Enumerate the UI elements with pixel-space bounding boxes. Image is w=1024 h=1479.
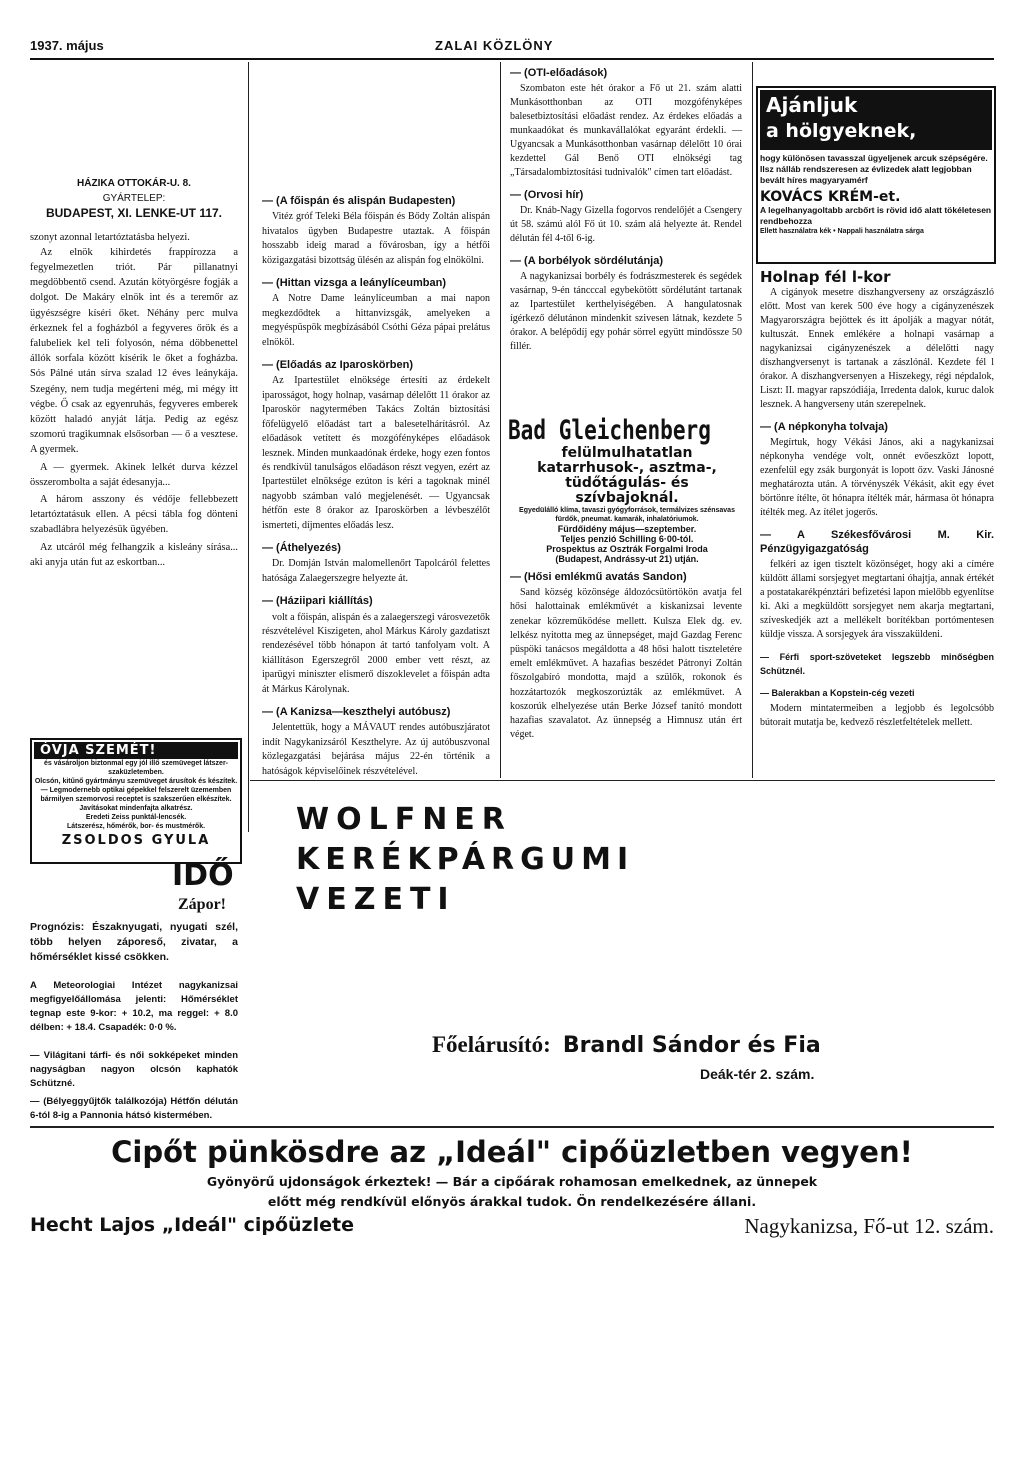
section-title: Holnap fél l-kor bbox=[760, 268, 891, 286]
kovacs-ad bbox=[756, 86, 996, 264]
section-text: Megírtuk, hogy Vékási János, aki a nagykanizsai népkonyha vendége volt, onnét evőeszközt lopott, ezenfelül egy zsák burgonyát is lopott őzv. Vaski Jánosné meghatározta után. A törvényszék Vékásit, akit egy évet börtönre ítélte, öt hónapra ítélték már, hármasa öt hónapra ítélték meg. Az ítélet jogerős. bbox=[760, 437, 994, 518]
spa-ad-prospect: Prospektus az Osztrák Forgalmi Iroda bbox=[546, 544, 708, 554]
section-title: — A Székesfővárosi M. Kir. Pénzügyigazgatóság bbox=[760, 529, 994, 555]
kovacs-ad-text: hogy különösen tavasszal ügyeljenek arcuk szépségére. Ilsz nálláb rendszeresen az évlizedek alatt legjobban bevált híres magyaryamérf bbox=[760, 153, 988, 185]
wolfner-line3: VEZETI bbox=[296, 882, 456, 917]
spa-ad-line: tüdőtágulás- és bbox=[565, 475, 689, 491]
spa-ad-address: (Budapest, Andrássy-ut 21) utján. bbox=[555, 554, 699, 564]
weather-title: IDŐ bbox=[172, 858, 234, 893]
section-title: — Balerakban a Kopstein-cég vezeti bbox=[760, 688, 915, 698]
weather-block bbox=[30, 920, 238, 1123]
column-divider bbox=[500, 62, 501, 778]
section-title: — (A népkonyha tolvaja) bbox=[760, 421, 888, 433]
kovacs-ad-brand: KOVÁCS KRÉM-et. bbox=[760, 189, 901, 205]
optician-ad-line: Látszerész, hőmérők, bor- és mustmérők. bbox=[66, 823, 206, 830]
section-title: — (Áthelyezés) bbox=[262, 541, 341, 554]
spa-ad-title: Bad Gleichenberg bbox=[508, 415, 711, 446]
factory-ad-line3: BUDAPEST, XI. LENKE-UT 117. bbox=[45, 206, 223, 221]
section-text: A cigányok mesetre diszhangverseny az országzászló előtt. Most van kerek 500 éve hogy a cigányzenészek Magyarországra bejöttek és itt ápolják a magyar nótát, kultuszát. Ennek emlékére a holnapi vasárnap a nagykanizsai cigányzenészek a délelőtti nagy díszhangversenyt is tartanak a zászlónál. Kezdete fél l órakor. A diszhangversenyen a Hiszekegy, régi népdalok, Liszt: II. magyar rapszódiája, Irredenta dalok, kuruc dalok lesznek. A hangverseny után szerepelnek. bbox=[760, 287, 994, 410]
column-divider bbox=[752, 62, 753, 778]
article-paragraph: A három asszony és védője fellebbezett letartóztatásuk ellen. A pécsi tábla fog dönteni szabadlábra helyezésük ügyében. bbox=[30, 494, 238, 536]
section-text: Dr. Domján István malomellenőrt Tapolcáról felettes hatósága Zalaegerszegre helyezte át. bbox=[262, 558, 490, 584]
section-text: Dr. Knáb-Nagy Gizella fogorvos rendelőjét a Csengery út 58. számú alól Fő út 10. szám alá helyezte át. Rendel délután fél 4-től 6-ig. bbox=[510, 205, 742, 244]
wolfner-name: Brandl Sándor és Fia bbox=[562, 1033, 821, 1058]
bottom-headline: Cipőt pünkösdre az „Ideál" cipőüzletben vegyen! bbox=[111, 1135, 913, 1169]
section-title: — (Orvosi hír) bbox=[510, 189, 584, 201]
column-3-lower bbox=[510, 570, 742, 744]
kovacs-ad-title: Ajánljuk bbox=[766, 93, 858, 117]
optician-ad bbox=[30, 738, 242, 864]
column-3 bbox=[510, 66, 742, 356]
article-paragraph: A — gyermek. Akinek lelkét durva kézzel összerombolta a saját édesanyja... bbox=[30, 461, 238, 488]
section-text: Szombaton este hét órakor a Fő ut 21. szám alatti Munkásotthonban az OTI mozgófényképes balesetbiztosítási előadást rendez. Az érdekes előadás a munkaadókat és munkavállalókat egyaránt érdekli. — Ugyancsak a Munkásotthonban vasárnap délelőtt 10 órai kezdettel Gál Benő OTI elnökségi tag „Társadalombiztosítási tudnivalók" címen tart előadást. bbox=[510, 83, 742, 178]
section-title: — (Hittan vizsga a leánylíceumban) bbox=[262, 277, 446, 290]
factory-ad-line1: HÁZIKA OTTOKÁR-U. 8. bbox=[77, 178, 191, 189]
header-title: ZALAI KÖZLÖNY bbox=[435, 38, 554, 53]
bottom-sign bbox=[30, 1214, 994, 1246]
weather-report: A Meteorologiai Intézet nagykanizsai megfigyelőállomása jelenti: Hőmérséklet tegnap este 9-kor: + 10.2, ma reggel: + 8.0 délben: + 18.4. Csapadék: 0·0 %. bbox=[30, 980, 238, 1033]
optician-ad-line: és vásároljon biztonmal egy jól illő szemüveget látszer-szaküzletemben. bbox=[44, 760, 228, 776]
factory-ad bbox=[30, 176, 238, 222]
section-title: — (A főispán és alispán Budapesten) bbox=[262, 195, 456, 207]
bottom-rule bbox=[30, 1126, 994, 1128]
weather-forecast: Prognózis: Északnyugati, nyugati szél, több helyen záporeső, zivatar, a hőmérséklet kissé csökken. bbox=[30, 921, 238, 963]
page-header bbox=[30, 38, 994, 60]
bottom-line: Gyönyörű ujdonságok érkeztek! — Bár a cipőárak rohamosan emelkednek, az ünnepek bbox=[206, 1174, 818, 1189]
wolfner-address: Deák-tér 2. szám. bbox=[700, 1066, 815, 1082]
section-title: — (A Kanizsa—keszthelyi autóbusz) bbox=[262, 706, 451, 718]
spa-ad-small: Egyedülálló klíma, tavaszi gyógyforrások, termálvizes szénsavas fürdők, pneumat. kamarák, inhalatóriumok. bbox=[519, 507, 735, 523]
header-rule bbox=[30, 58, 994, 60]
bottom-ad bbox=[30, 1132, 994, 1242]
column-divider bbox=[248, 62, 249, 832]
bottom-shop-name: Hecht Lajos „Ideál" cipőüzlete bbox=[30, 1214, 354, 1236]
section-title: — (OTI-előadások) bbox=[510, 67, 608, 79]
spa-ad bbox=[508, 416, 746, 570]
spa-ad-line: katarrhusok-, asztma-, bbox=[537, 460, 717, 476]
kovacs-ad-subtitle: a hölgyeknek, bbox=[766, 120, 917, 142]
section-text: Sand község közönsége áldozócsütörtökön avatja fel hősi halottainak emlékművét a kiskanizsai levente zenekar közreműködése mellett. Kulsza Elek dg. ev. lelkész nyitotta meg az ünnepséget, majd Gazdag Ferenc püspöki tanácsos megáldotta a 48 hősi halott tiszteletére emelt emlékművet. A hazafias beszédet Pátronyi Zoltán főszolgabíró mondotta, majd a szülők, rokonok és hozzátartozók megkoszorúzták az emlékművet. A koszorúk elhelyezése után Berke József tanító mondott hazafias szavalatot. Az ünnepség a Himnusz után ért véget. bbox=[510, 587, 742, 741]
section-text: A Notre Dame leánylíceumban a mai napon megkezdődtek a hittanvizsgák, amelyeken a megyéspüspök megbízásából Csóthi Géza pápai prelátus elnököl. bbox=[262, 293, 490, 348]
spa-ad-line: szívbajoknál. bbox=[575, 490, 679, 506]
weather-notice: — Világitani tárfi- és női sokképeket minden nagyságban nagyon olcsón kaphatók Schützné. bbox=[30, 1050, 238, 1089]
optician-ad-title: ÓVJA SZEMÉT! bbox=[34, 742, 238, 759]
article-paragraph: szonyt azonnal letartóztatásba helyezi. bbox=[30, 231, 190, 243]
kovacs-ad-note: A legelhanyagoltabb arcbőrt is rövid idő alatt tökéletesen rendbehozza bbox=[760, 205, 992, 226]
bottom-line: előtt még rendkívül előnyös árakkal tudok. Ön rendelkezésére állani. bbox=[267, 1194, 757, 1209]
article-paragraph: Az utcáról még felhangzik a kisleány sírása... aki anyja után fut az eskortban... bbox=[30, 541, 238, 568]
column-1 bbox=[30, 176, 238, 572]
spa-ad-price: Teljes penzió Schilling 6·00-tól. bbox=[560, 534, 694, 544]
kovacs-ad-head bbox=[760, 90, 992, 150]
wolfner-line1: WOLFNER bbox=[296, 802, 512, 837]
header-date: 1937. május bbox=[30, 38, 104, 53]
factory-ad-line2: GYÁRTELEP: bbox=[102, 193, 166, 205]
column-4 bbox=[760, 270, 994, 732]
wolfner-ad bbox=[296, 800, 996, 980]
weather-notice: — (Bélyeggyűjtők találkozója) Hétfőn délután 6-tól 8-ig a Pannonia hátsó kistermében. bbox=[30, 1096, 238, 1121]
weather-zapor: Zápor! bbox=[178, 896, 226, 913]
section-text: Jelentettük, hogy a MÁVAUT rendes autóbuszjáratot indít Nagykanizsáról Keszthelyre. Az új autóbuszvonal közlegazgatási bejárása május 22-én történik a hatóságok képviselőinek részvételével. bbox=[262, 722, 490, 777]
column-2 bbox=[262, 186, 490, 781]
section-text: Az Ipartestület elnöksége értesíti az érdekelt iparosságot, hogy holnap, vasárnap délelőtt 11 órakor az Iparoskör nagytermében Takács Zoltán biztosítási főfelügyelő előadást tart a balesetelhárításról. Az előadások vetített és mozgófényképes előadások lesznek. Minden munkaadónak érdeke, hogy ezen fontos és rendkívül tanulságos előadáson részt vegyen, ezért az Ipartestület elnöksége ezúton is kéri a tagoknak minél nagyobb számban való megjelenését. — Ugyancsak hétfőn este 8 órakor az Iparoskörben a lévbeszélőt ismerteti, díjmentes előadás lesz. bbox=[262, 375, 490, 531]
bottom-shop-place: Nagykanizsa, Fő-ut 12. szám. bbox=[744, 1214, 994, 1238]
section-title: — (Előadás az Iparoskörben) bbox=[262, 359, 413, 372]
optician-ad-line: Javításokat mindenfajta alkatrész. bbox=[79, 805, 193, 812]
spa-ad-season: Fürdőidény május—szeptember. bbox=[557, 524, 697, 534]
wolfner-seller bbox=[432, 1032, 1002, 1058]
optician-ad-line: Eredeti Zeiss punktál-lencsék. bbox=[85, 814, 187, 821]
kovacs-ad-note: Ellett használatra kék • Nappali használatra sárga bbox=[760, 228, 924, 235]
section-text: A nagykanizsai borbély és fodrászmesterek és segédek vasárnap, 9-én táncccal egybekötött sördélutánt tartanak az Ipartestület kerthelyiségében. A hangulatosnak ígérkező délutánon mindenkit szivesen látnak, kezdete 5 órakor. A belépődíj egy pohár sörrel együtt mindössze 50 fillér. bbox=[510, 271, 742, 352]
section-text: volt a főispán, alispán és a zalaegerszegi városvezetők részvételével Kiszigeten, ahol Márkus Károly gazdatiszt rendezésével több hónapon át tartó tanfolyam volt. A kiállításon Egerszegről 2000 ember vett részt, az iparügyi miniszter elismerő díszoklevelet a főispán adta át Márkus Károlynak. bbox=[262, 611, 490, 695]
wolfner-fo: Főelárusító: bbox=[432, 1032, 551, 1057]
section-title: — (Háziipari kiállítás) bbox=[262, 595, 373, 608]
article-paragraph: Az elnök kihirdetés frappírozza a fegyelmezetlen triót. Pár pillanatnyi megdöbbentő csend. Azután kötyörgésre fogják a dolgot. De Makáry elnök int és a teremőr az ügyészségre kíséri őket. Néhány perc mulva érkeznek fel a fogházból a fegyveres őrök és a falubeliek kel teli folyosón, néma döbbenettel állók sorfala között kísérik le őket a fogházba. Sós Pálné után sírva szalad 12 éves leánykája. Szegény, nem tudja megérteni még, mi mégy itt végbe. Ő csak az egyenruhás, fegyveres emberek között haladó anyját látja. Pedig az egész szomorú tragikumnak elsősorban — ő a vesztese. A gyermek. bbox=[30, 246, 238, 456]
optician-ad-line: Olcsón, kitűnő gyártmányu szemüveget árusítok és készítek. — Legmodernebb optikai gépekkel felszerelt üzememben bármilyen szemorvosi receptet is szakszerűen elkészítek. bbox=[34, 778, 238, 803]
spa-ad-line: felülmulhatatlan bbox=[561, 445, 693, 461]
section-title: — (Hősi emlékmű avatás Sandon) bbox=[510, 571, 687, 583]
optician-ad-name: ZSOLDOS GYULA bbox=[61, 833, 211, 848]
section-title: — (A borbélyok sördélutánja) bbox=[510, 255, 664, 267]
section-title: — Férfi sport-szöveteket legszebb minőségben Schütznél. bbox=[760, 652, 994, 676]
ad-rule bbox=[250, 780, 995, 781]
section-text: felkéri az igen tisztelt közönséget, hogy aki a címére küldött állami sorsjegyet megtartani óhajtja, annak értékét a postatakarékpénztári befizetési lapon mielőbb egyenlítse ki. Aki a megküldött sorsjegyet nem akarja megtartani, szíveskedjék azt a mellékelt borítékban portómentesen küldje vissza. A sorsjegyek ára visszaküldeni. bbox=[760, 559, 994, 640]
section-text: Modern mintatermeiben a legjobb és legolcsóbb bútorait mutatja be, kedvező részletfeltételek mellett. bbox=[760, 703, 994, 728]
section-text: Vitéz gróf Teleki Béla főispán és Bődy Zoltán alispán hivatalos ügyben Budapestre utaztak. A főispán hosszabb ideig marad a fővárosban, így a hétfői közigazgatási bizottság ülésén az alispán fog elnökölni. bbox=[262, 211, 490, 266]
wolfner-line2: KERÉKPÁRGUMI bbox=[296, 842, 635, 877]
